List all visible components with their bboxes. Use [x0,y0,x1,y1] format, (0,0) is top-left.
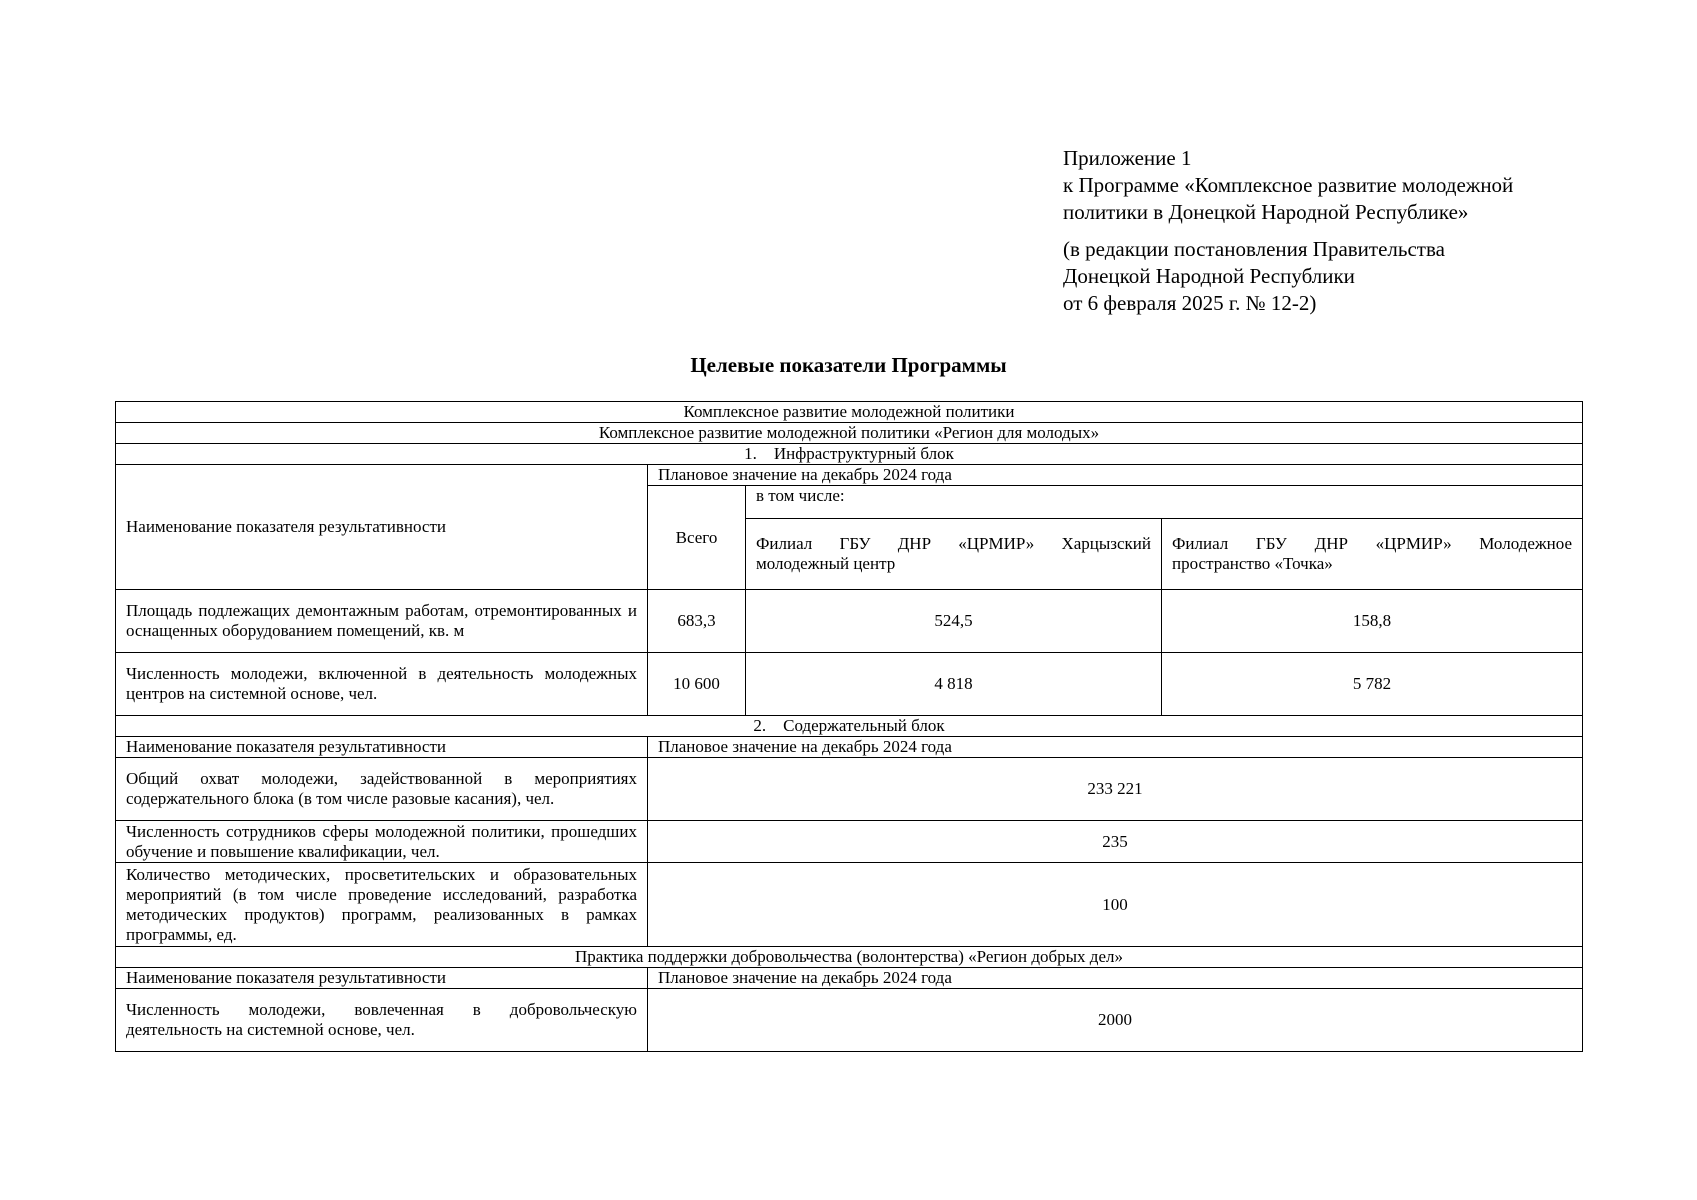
column-header-branch1: Филиал ГБУ ДНР «ЦРМИР» Харцызский молодежный центр [746,519,1162,590]
indicator-value: 235 [648,821,1583,863]
value-branch2: 5 782 [1162,653,1583,716]
table-row [116,821,1583,863]
indicator-name: Численность сотрудников сферы молодежной политики, прошедших обучение и повышение квалификации, чел. [116,821,648,863]
indicators-table [115,401,1583,1052]
edition-line: Донецкой Народной Республики [1063,264,1355,288]
value-total: 10 600 [648,653,746,716]
block3-title: Практика поддержки добровольчества (волонтерства) «Регион добрых дел» [116,947,1583,968]
block1-title [116,444,1583,465]
block1-number: 1. [744,444,757,463]
table-row [116,590,1583,653]
block2-number: 2. [753,716,767,735]
column-header-indicator: Наименование показателя результативности [116,737,648,758]
edition-line: от 6 февраля 2025 г. № 12-2) [1063,291,1317,315]
appendix-line: Приложение 1 [1063,146,1192,170]
edition-line: (в редакции постановления Правительства [1063,237,1445,261]
column-header-indicator: Наименование показателя результативности [116,968,648,989]
indicator-name: Количество методических, просветительских и образовательных мероприятий (в том числе проведение исследований, разработка методических продуктов) программ, реализованных в рамках программы, ед. [116,863,648,947]
block2-name: Содержательный блок [783,716,945,735]
block3-header-row [116,968,1583,989]
block1-header-row [116,465,1583,486]
block3-title-row [116,947,1583,968]
appendix-line: к Программе «Комплексное развитие молодежной [1063,173,1514,197]
appendix-header [1063,145,1663,317]
indicator-value: 100 [648,863,1583,947]
appendix-line: политики в Донецкой Народной Республике» [1063,200,1469,224]
indicator-name: Численность молодежи, включенной в деятельность молодежных центров на системной основе, чел. [116,653,648,716]
table-row [116,758,1583,821]
indicator-value: 2000 [648,989,1583,1052]
value-branch1: 4 818 [746,653,1162,716]
program-title: Комплексное развитие молодежной политики [116,402,1583,423]
block2-header-row [116,737,1583,758]
indicator-name: Площадь подлежащих демонтажным работам, отремонтированных и оснащенных оборудованием помещений, кв. м [116,590,648,653]
column-header-indicator: Наименование показателя результативности [116,465,648,590]
table-row [116,653,1583,716]
table-row [116,863,1583,947]
document-title: Целевые показатели Программы [690,353,1007,377]
value-branch1: 524,5 [746,590,1162,653]
program-title-row [116,402,1583,423]
table-row [116,989,1583,1052]
block2-title [116,716,1583,737]
indicator-value: 233 221 [648,758,1583,821]
column-header-branch2: Филиал ГБУ ДНР «ЦРМИР» Молодежное пространство «Точка» [1162,519,1583,590]
value-branch2: 158,8 [1162,590,1583,653]
column-header-including: в том числе: [746,486,1583,519]
column-header-plan: Плановое значение на декабрь 2024 года [648,968,1583,989]
indicator-name: Численность молодежи, вовлеченная в добровольческую деятельность на системной основе, чел. [116,989,648,1052]
subprogram-title: Комплексное развитие молодежной политики «Регион для молодых» [116,423,1583,444]
column-header-plan: Плановое значение на декабрь 2024 года [648,465,1583,486]
value-total: 683,3 [648,590,746,653]
block1-name: Инфраструктурный блок [773,444,954,463]
block2-title-row [116,716,1583,737]
indicator-name: Общий охват молодежи, задействованной в мероприятиях содержательного блока (в том числе разовые касания), чел. [116,758,648,821]
subprogram-title-row [116,423,1583,444]
column-header-total: Всего [648,486,746,590]
column-header-plan: Плановое значение на декабрь 2024 года [648,737,1583,758]
block1-title-row [116,444,1583,465]
